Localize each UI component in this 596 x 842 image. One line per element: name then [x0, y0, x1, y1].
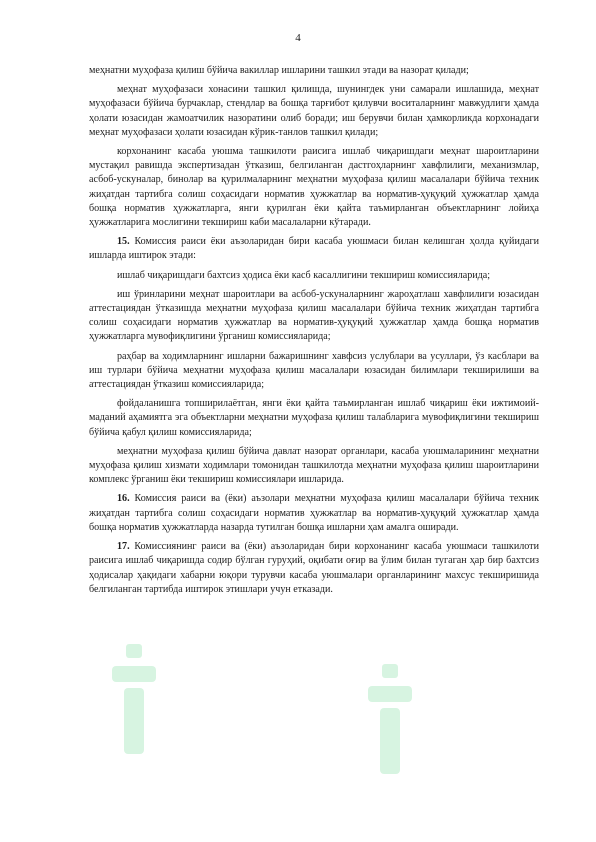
paragraph: [89, 288, 539, 345]
clause-number: 15.: [117, 236, 130, 248]
paragraph: [89, 269, 539, 283]
paragraph: [89, 83, 539, 140]
paragraph-text: Комиссия раиси ва (ёки) аъзолари меҳнатни муҳофаза қилиш масалалари бўйича техник жиҳатдан тартибга солиш соҳасидаги норматив ҳужжатлар ва норматив-ҳуқуқий ҳужжатлар ҳамда бошқа норматив ҳужжатларда назарда тутилган бошқа ишларни ҳам амалга оширади.: [89, 493, 539, 533]
paragraph: [89, 64, 539, 78]
paragraph-text: меҳнатни муҳофаза қилиш бўйича давлат назорат органлари, касаба уюшмаларининг меҳнатни муҳофаза қилиш хизмати ходимлари томонидан ташкилотда меҳнатни муҳофаза қилиш шароитларини комплекс ўрганиш ёки текшириш комиссиялари ишларида.: [89, 445, 539, 486]
paragraph-text: ишлаб чиқаришдаги бахтсиз ҳодиса ёки касб касаллигини текшириш комиссияларида;: [117, 269, 491, 281]
paragraph-text: фойдаланишга топширилаётган, янги ёки қайта таъмирланган ишлаб чиқариш ёки ижтимоий-маданий аҳамиятга эга объектларни меҳнатни муҳофаза қилиш талабларига мувофиқлигини текшириш бўйича қабул қилиш комиссияларида;: [89, 398, 539, 438]
paragraph-text: иш ўринларини меҳнат шароитлари ва асбоб-ускуналарнинг жароҳатлаш хавфлилиги юзасидан аттестациядан ўтказишда меҳнатни муҳофаза қилиш масалалари бўйича техник жиҳатдан тартибга солиш соҳасидаги норматив ҳужжатлар ва норматив-ҳуқуқий ҳужжатлар ҳамда бошқа норматив ҳужжатларга мувофиқлигини ўрганиш комиссияларида;: [89, 288, 539, 343]
paragraph-text: Комиссия раиси ёки аъзоларидан бири касаба уюшмаси билан келишган ҳолда қуйидаги ишларда иштирок этади:: [89, 236, 539, 262]
clause-number: 17.: [117, 541, 130, 553]
watermark-icon: [360, 660, 420, 780]
paragraph: [89, 235, 539, 263]
paragraph-text: Комиссиянинг раиси ва (ёки) аъзоларидан бири корхонанинг касаба уюшмаси ташкилоти раисига ишлаб чиқаришда содир бўлган гуруҳий, оқибати оғир ва ўлим билан тугаган ҳар бир бахтсиз ҳодисалар ҳақидаги хабарни юқори турувчи касаба уюшмалари органларининг махсус текширишида белгиланган тартибда иштирок этишлари учун етказади.: [89, 541, 539, 595]
document-body: [89, 64, 539, 602]
paragraph: [89, 492, 539, 535]
clause-number: 16.: [117, 493, 130, 505]
paragraph: [89, 145, 539, 230]
page-number: 4: [295, 32, 301, 44]
paragraph-text: меҳнатни муҳофаза қилиш бўйича вакиллар ишларини ташкил этади ва назорат қилади;: [89, 65, 469, 76]
paragraph-text: меҳнат муҳофазаси хонасини ташкил қилишда, шунингдек уни самарали ишлашида, меҳнат муҳофазаси бўйича бурчаклар, стендлар ва бошқа тарғибот қилувчи воситаларнинг мавжудлиги ҳамда ҳолати юзасидан жамоатчилик назоратини олиб боради; иш берувчи билан ҳамкорликда корхонадаги меҳнат муҳофазаси ҳолати юзасидан кўрик-танлов ташкил қилади;: [89, 84, 539, 138]
paragraph-text: раҳбар ва ходимларнинг ишларни бажаришнинг хавфсиз услублари ва усуллари, ўз касблари ва иш турлари бўйича меҳнатни муҳофаза қилиш масалалари юзасидан билимлари текширилиши ва аттестациядан ўтказиш комиссияларида;: [89, 350, 539, 391]
paragraph: [89, 350, 539, 393]
paragraph: [89, 445, 539, 488]
paragraph-text: корхонанинг касаба уюшма ташкилоти раисига ишлаб чиқаришдаги меҳнат шароитларини мустақил равишда экспертизадан ўтказиш, белгиланган дастгоҳларнинг хавфлилиги, механизмлар, асбоб-ускуналар, бинолар ва қурилмаларнинг меҳнатни муҳофаза қилиш масалалари бўйича техник жиҳатдан тартибга солиш соҳасидаги норматив ҳужжатлар ва норматив-ҳуқуқий ҳужжатлар ҳамда бошқа норматив ҳужжатларга, янги қурилган ёки қайта таъмирланган объектларнинг лойиҳа ҳужжатларига мослигини текшириш каби масалаларни кўтаради.: [89, 146, 539, 229]
paragraph: [89, 540, 539, 597]
watermark-icon: [104, 640, 164, 760]
paragraph: [89, 397, 539, 440]
